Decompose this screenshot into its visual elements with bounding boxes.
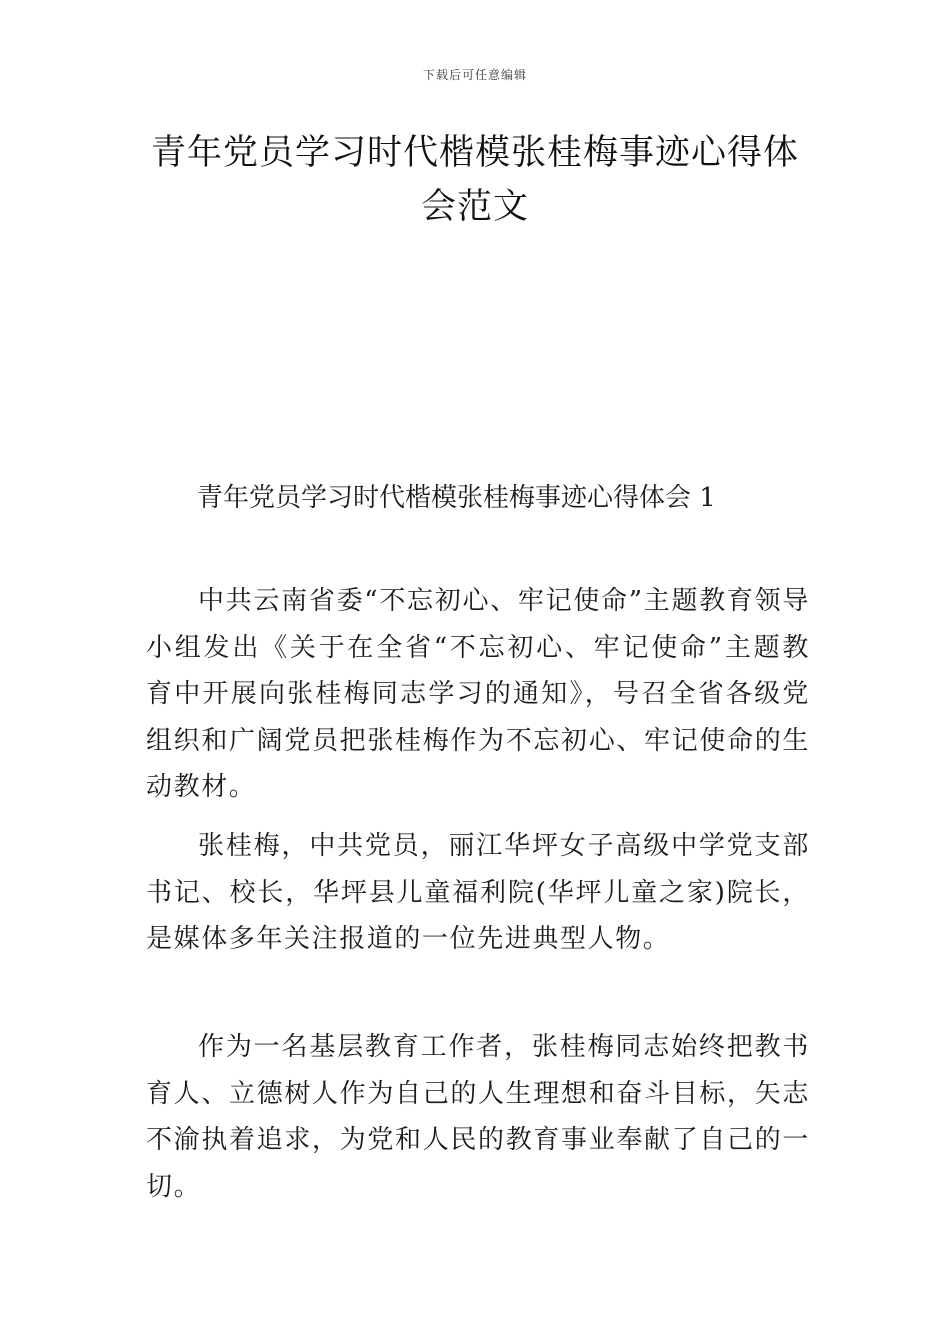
header-note: 下载后可任意编辑 (422, 68, 527, 82)
document-title: 青年党员学习时代楷模张桂梅事迹心得体会范文 (150, 133, 799, 227)
paragraph-3: 作为一名基层教育工作者，张桂梅同志始终把教书育人、立德树人作为自己的人生理想和奋斗目标，矢志不渝执着追求，为党和人民的教育事业奉献了自己的一切。 (146, 1032, 810, 1202)
section-heading: 青年党员学习时代楷模张桂梅事迹心得体会 1 (197, 483, 716, 513)
paragraph-1: 中共云南省委“不忘初心、牢记使命”主题教育领导小组发出《关于在全省“不忘初心、牢记使命”主题教育中开展向张桂梅同志学习的通知》，号召全省各级党组织和广阔党员把张桂梅作为不忘初心、牢记使命的生动教材。 (146, 586, 810, 802)
paragraph-2: 张桂梅，中共党员，丽江华坪女子高级中学党支部书记、校长，华坪县儿童福利院(华坪儿童之家)院长，是媒体多年关注报道的一位先进典型人物。 (146, 831, 810, 954)
